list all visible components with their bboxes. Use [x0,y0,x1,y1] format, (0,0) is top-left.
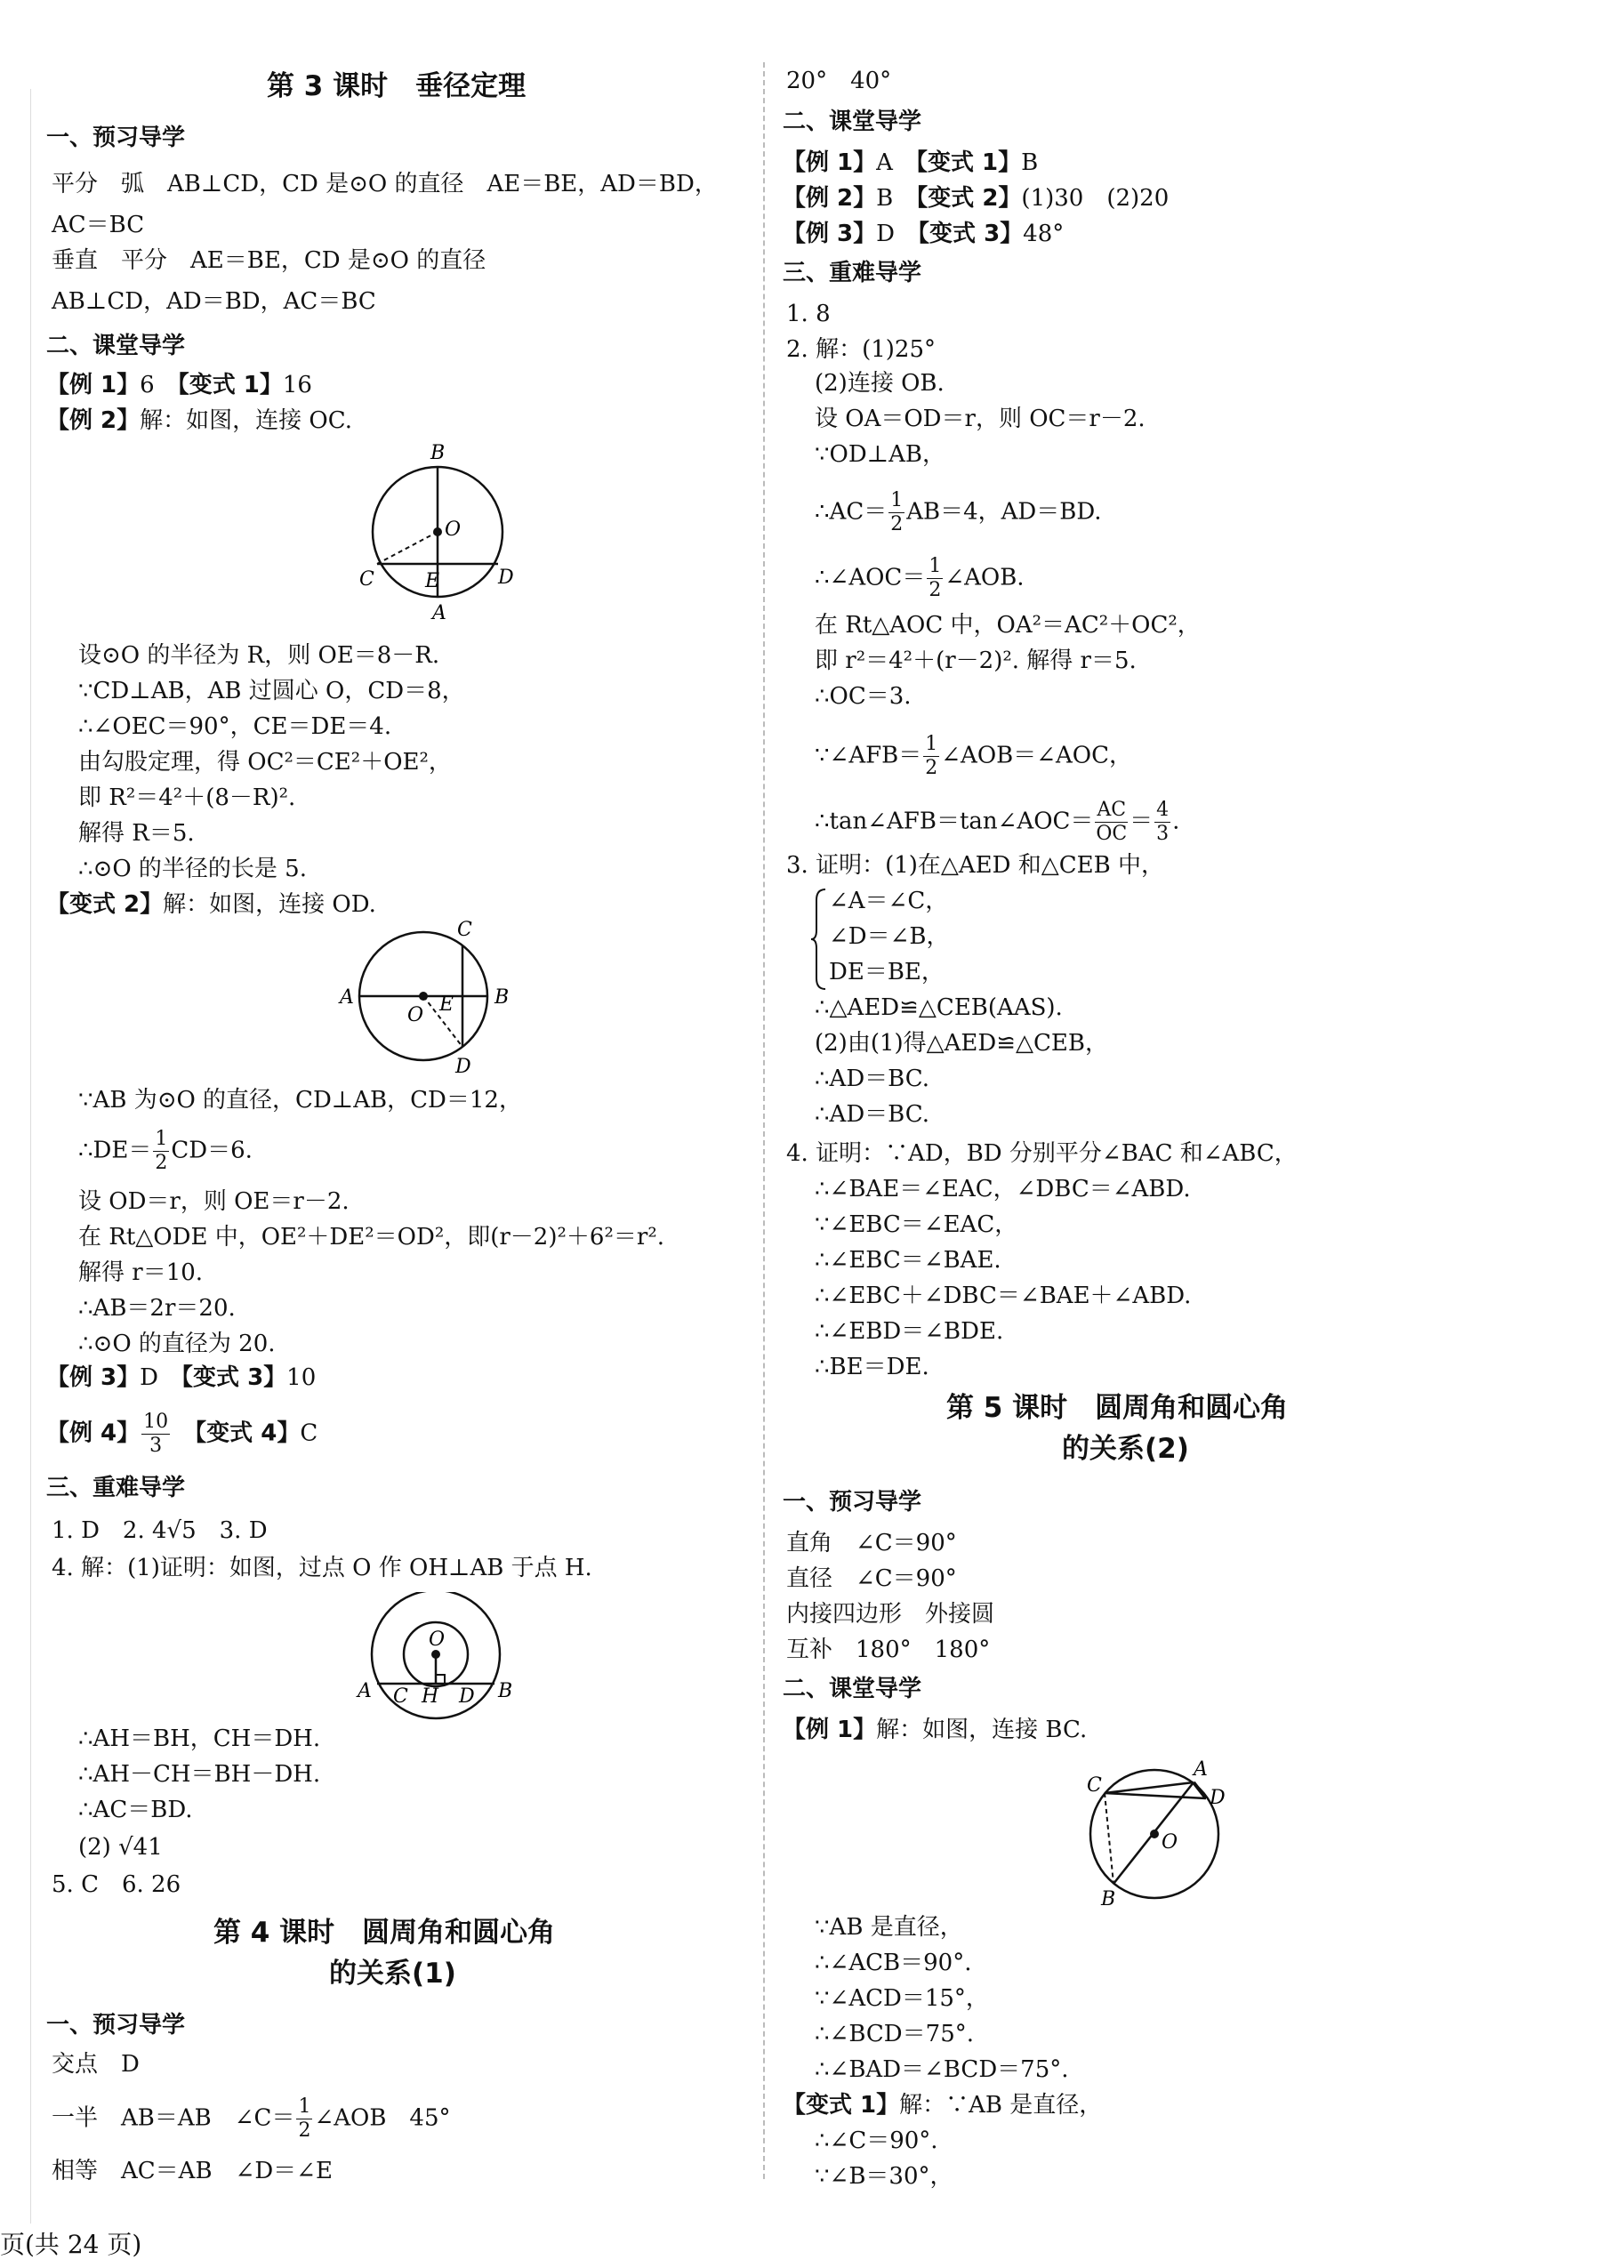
circle-diagram-1 [340,441,544,628]
text-line: AC＝BC [52,212,145,238]
lesson4-title: 第 4 课时 圆周角和圆心角 [213,1917,556,1949]
concentric-circle-diagram [329,1592,543,1725]
text-line: 直角 ∠C＝90° [786,1530,957,1556]
text-line: (2)由(1)得△AED≌△CEB， [815,1030,1109,1057]
example-answer: 【例 1】A 【变式 1】B [783,149,1039,176]
text-line: 垂直 平分 AE＝BE，CD 是⊙O 的直径 [52,247,486,274]
text-line: ∵AB 是直径， [815,1914,963,1941]
text-line: ∴OC＝3. [815,683,912,710]
text-line-fraction: 一半 AB＝AB ∠C＝ $\frac{1}{2}$ ∠AOB 45° [52,2095,451,2142]
svg-text:A: A [358,1680,372,1702]
page-footer: 页(共 24 页) [0,2230,142,2259]
text-line: ∴⊙O 的半径的长是 5. [78,856,307,882]
text-line: ∴AB＝2r＝20. [78,1295,236,1322]
section-preview: 一、预习导学 [46,125,186,151]
svg-text:H: H [422,1685,439,1708]
column-divider [763,62,765,2179]
text-line: ∴AC＝BD. [78,1797,193,1823]
text-line: 4. 证明：∵AD，BD 分别平分∠BAC 和∠ABC， [786,1140,1298,1167]
example-1-answer: 【例 1】6 【变式 1】16 [46,372,312,398]
text-line: (2)连接 OB. [815,370,945,397]
text-line: 由勾股定理，得 OC²＝CE²＋OE²， [78,749,452,776]
text-line: ∴AH－CH＝BH－DH. [78,1761,321,1788]
svg-text:B: B [430,442,446,464]
text-line: ∴∠EBC＝∠BAE. [815,1247,1001,1274]
svg-text:D: D [498,567,514,589]
lesson5-title: 第 5 课时 圆周角和圆心角 [946,1392,1289,1424]
text-line: 解得 r＝10. [78,1259,204,1286]
circle-diagram-2 [322,916,553,1081]
text-line: ∴AD＝BC. [815,1101,929,1128]
svg-text:A: A [432,602,446,624]
text-line: ∴BE＝DE. [815,1354,929,1380]
text-line: ∴∠OEC＝90°，CE＝DE＝4. [78,713,392,740]
text-line-fraction: ∴tan∠AFB＝tan∠AOC＝ $\frac{AC}{OC}$ ＝ $\frac{4}{3}$ . [815,799,1180,845]
text-line: ∵∠ACD＝15°， [815,1985,989,2012]
section-class: 二、课堂导学 [46,333,186,359]
svg-text:O: O [445,519,462,541]
svg-text:C: C [359,568,374,591]
text-line: ∵CD⊥AB，AB 过圆心 O，CD＝8， [78,678,465,704]
section-difficult: 三、重难导学 [46,1475,186,1501]
svg-text:C: C [1087,1774,1102,1797]
text-line: 设 OD＝r，则 OE＝r－2. [78,1188,350,1215]
text-line: 5. C 6. 26 [52,1871,181,1898]
example-4-answer: 【例 4】 $\frac{10}{3}$ 【变式 4】C [46,1411,318,1457]
svg-text:O: O [429,1629,446,1651]
lesson5-title-line2: 的关系(2) [1062,1433,1189,1465]
svg-text:D: D [455,1056,471,1078]
svg-text:A: A [1194,1758,1208,1781]
svg-text:O: O [407,1004,424,1026]
section-preview-5: 一、预习导学 [783,1489,922,1516]
text-line: ∴⊙O 的直径为 20. [78,1331,276,1357]
svg-text:D: D [1210,1787,1226,1809]
svg-text:O: O [1162,1831,1178,1854]
text-line-fraction: ∴DE＝ $\frac{1}{2}$ CD＝6. [78,1128,253,1174]
text-line: 解得 R＝5. [78,820,195,847]
text-line: (2) √41 [78,1834,163,1861]
text-line: ∴∠BCD＝75°. [815,2021,975,2047]
example-answer: 【例 2】B 【变式 2】(1)30 (2)20 [783,185,1170,212]
lesson3-title: 第 3 课时 垂径定理 [267,70,527,102]
svg-text:E: E [439,993,454,1016]
svg-text:B: B [494,986,510,1009]
svg-text:C: C [457,919,472,941]
text-line: AB⊥CD，AD＝BD，AC＝BC [52,288,376,315]
text-line: ∠A＝∠C， [829,888,949,914]
text-line: 直径 ∠C＝90° [786,1565,957,1592]
text-line: 内接四边形 外接圆 [786,1601,995,1628]
text-line-fraction: ∵∠AFB＝ $\frac{1}{2}$ ∠AOB＝∠AOC， [815,733,1133,779]
text-line: 互补 180° 180° [786,1637,991,1663]
text-line: ∴AH＝BH，CH＝DH. [78,1725,321,1752]
text-line: 20° 40° [786,68,892,94]
text-line: 在 Rt△ODE 中，OE²＋DE²＝OD²，即(r－2)²＋6²＝r². [78,1224,665,1251]
text-line: ∴∠ACB＝90°. [815,1950,972,1976]
text-line: 设 OA＝OD＝r，则 OC＝r－2. [815,406,1146,432]
svg-text:B: B [498,1680,513,1702]
text-line: ∴∠C＝90°. [815,2127,938,2154]
section-class-5: 二、课堂导学 [783,1676,922,1702]
text-line: ∴∠EBD＝∠BDE. [815,1318,1004,1345]
example-1-heading: 【例 1】解：如图，连接 BC. [783,1717,1088,1743]
variant-1-heading: 【变式 1】解：∵AB 是直径， [783,2092,1103,2119]
section-difficult: 三、重难导学 [783,260,922,286]
text-line: 相等 AC＝AB ∠D＝∠E [52,2158,333,2184]
example-3-answer: 【例 3】D 【变式 3】10 [46,1364,317,1391]
section-class: 二、课堂导学 [783,109,922,135]
text-line: 平分 弧 AB⊥CD，CD 是⊙O 的直径 AE＝BE，AD＝BD， [52,171,718,197]
lesson4-title-line2: 的关系(1) [329,1958,456,1990]
text-line-fraction: ∴∠AOC＝ $\frac{1}{2}$ ∠AOB. [815,555,1025,601]
text-line: ∵OD⊥AB， [815,441,946,468]
text-line: ∵∠EBC＝∠EAC， [815,1211,1018,1238]
svg-text:A: A [340,986,354,1009]
left-margin-rule [30,89,31,2224]
svg-text:E: E [425,570,440,592]
text-line: 即 r²＝4²＋(r－2)². 解得 r＝5. [815,647,1137,674]
text-line: ∴△AED≌△CEB(AAS). [815,994,1063,1021]
text-line: 设⊙O 的半径为 R，则 OE＝8－R. [78,642,440,669]
text-line: ∴∠BAD＝∠BCD＝75°. [815,2056,1069,2083]
text-line: 3. 证明：(1)在△AED 和△CEB 中， [786,852,1165,879]
text-line: 4. 解：(1)证明：如图，过点 O 作 OH⊥AB 于点 H. [52,1555,592,1581]
section-preview-4: 一、预习导学 [46,2012,186,2039]
text-line: 1. 8 [786,301,831,327]
example-answer: 【例 3】D 【变式 3】48° [783,221,1065,247]
text-line: ∵∠B＝30°， [815,2163,953,2190]
text-line: 在 Rt△AOC 中，OA²＝AC²＋OC²， [815,612,1201,639]
text-line: 2. 解：(1)25° [786,336,936,363]
text-line: ∵AB 为⊙O 的直径，CD⊥AB，CD＝12， [78,1087,522,1114]
text-line: 即 R²＝4²＋(8－R)². [78,784,296,811]
text-line: ∴AD＝BC. [815,1066,929,1092]
svg-text:D: D [459,1685,475,1708]
text-line: ∴∠BAE＝∠EAC，∠DBC＝∠ABD. [815,1176,1191,1202]
brace-symbol [811,886,829,993]
variant-2-heading: 【变式 2】解：如图，连接 OD. [46,891,376,918]
svg-text:C: C [393,1685,408,1708]
text-line: ∠D＝∠B， [829,923,950,950]
text-line: 1. D 2. 4√5 3. D [52,1517,268,1544]
circle-diagram-4 [1051,1749,1265,1909]
svg-text:B: B [1101,1888,1116,1909]
text-line: 交点 D [52,2051,140,2078]
text-line-fraction: ∴AC＝ $\frac{1}{2}$ AB＝4，AD＝BD. [815,489,1102,535]
text-line: ∴∠EBC＋∠DBC＝∠BAE＋∠ABD. [815,1283,1192,1309]
text-line: DE＝BE， [829,959,945,985]
example-2-heading: 【例 2】解：如图，连接 OC. [46,407,352,434]
